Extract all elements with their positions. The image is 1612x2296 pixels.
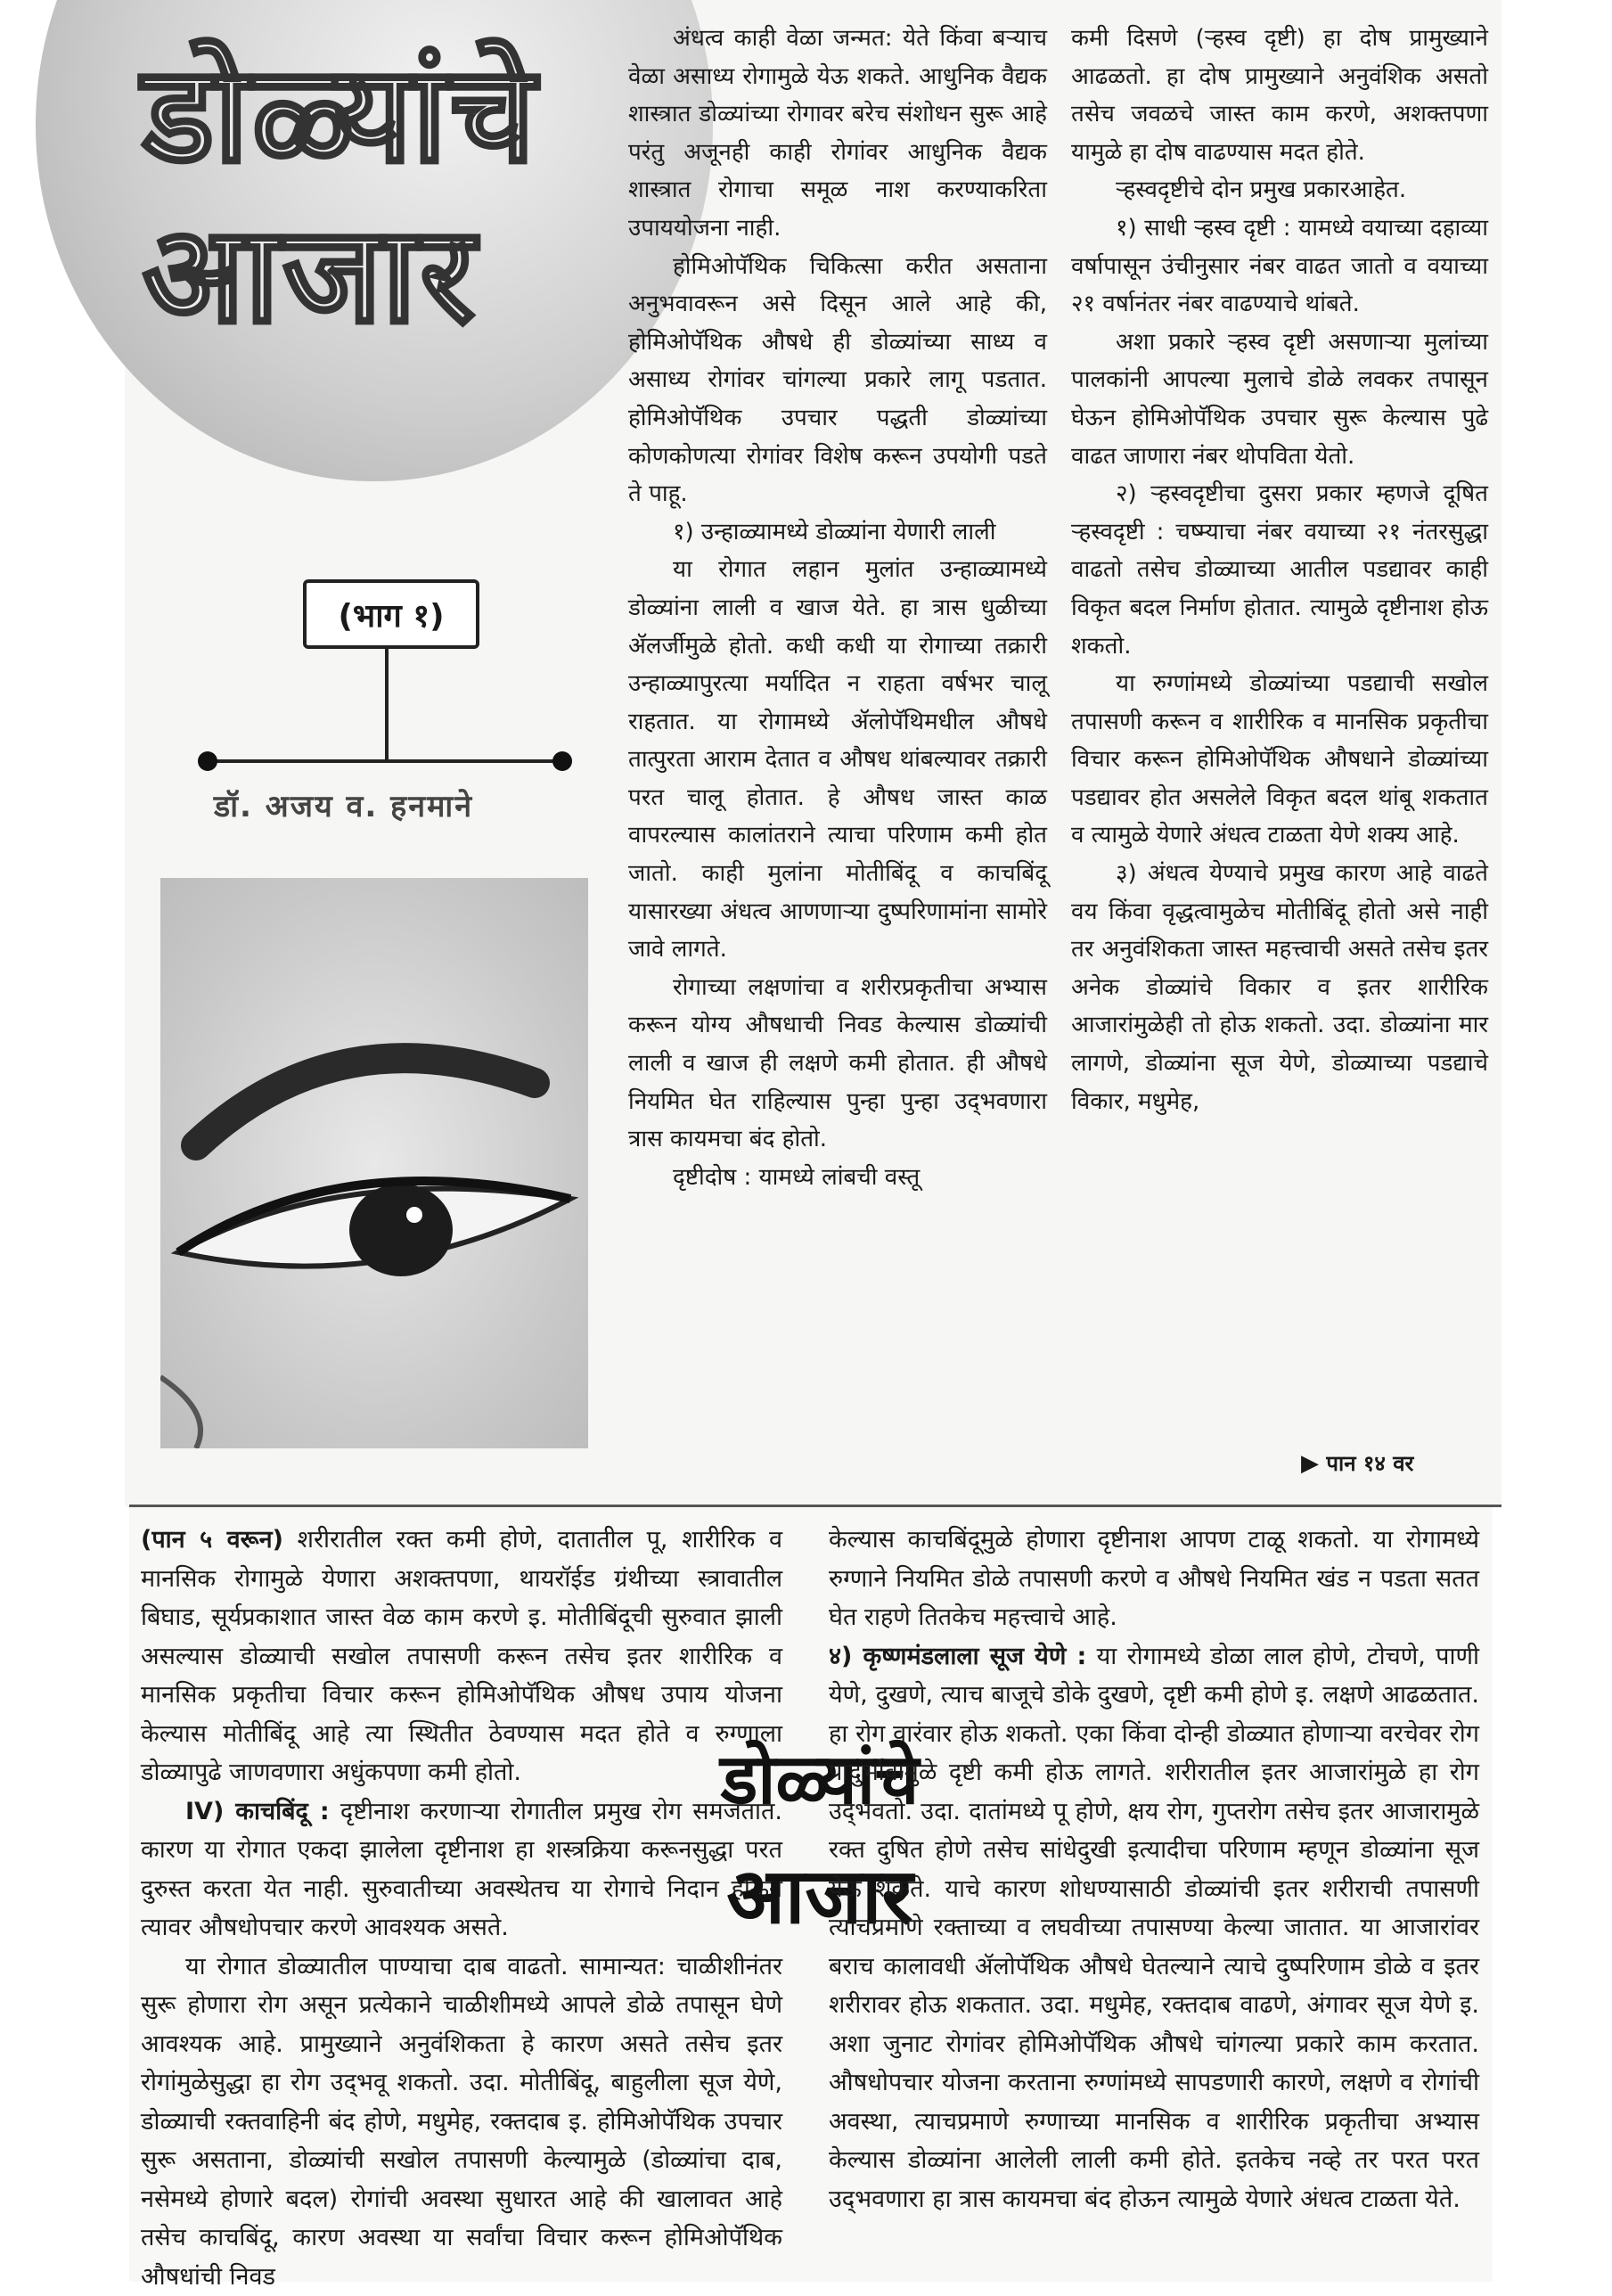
- part-label: (भाग १): [303, 579, 479, 649]
- byline-dot-left: [198, 751, 217, 771]
- paragraph: या रोगात डोळ्यातील पाण्याचा दाब वाढतो. सामान्यत: चाळीशीनंतर सुरू होणारा रोग असून प्रत्येकाने चाळीशीमध्ये आपले डोळे तपासून घेणे आवश्यक आहे. प्रामुख्याने अनुवंशिकता हे कारण असते तसेच इतर रोगांमुळेसुद्धा हा रोग उद्‌भवू शकतो. उदा. मोतीबिंदू, बाहुलीला सूज येणे, डोळ्याची रक्तवाहिनी बंद होणे, मधुमेह, रक्तदाब इ. होमिओपॅथिक उपचार सुरू असताना, डोळ्यांची सखोल तपासणी केल्यामुळे (डोळ्यांचा दाब, नसेमध्ये होणारे बदल) रोगांची अवस्था सुधारत आहे की खालावत आहे तसेच काचबिंदू, कारण अवस्था या सर्वांचा विचार करून होमिओपॅथिक औषधांची निवड: [141, 1948, 782, 2296]
- arrow-right-icon: ▶: [1301, 1450, 1319, 1477]
- section-label: ४) कृष्णमंडलाला सूज येणे :: [829, 1643, 1086, 1670]
- eye-illustration: [160, 878, 588, 1448]
- paragraph: या रुग्णांमध्ये डोळ्यांच्या पडद्याची सखोल तपासणी करून व शारीरिक व मानसिक प्रकृतीचा विचार करून होमिओपॅथिक औषधाने डोळ्यांच्या पडद्यावर होत असलेले विकृत बदल थांबू शकतात व त्यामुळे येणारे अंधत्व टाळता येणे शक्य आहे.: [1071, 665, 1488, 855]
- article-column-2: [628, 20, 1047, 1196]
- bottom-title-line2: आजार: [713, 1855, 927, 1939]
- paragraph: [141, 1521, 782, 1792]
- continued-note: [1301, 1448, 1413, 1478]
- paragraph-text: या रोगामध्ये डोळा लाल होणे, टोचणे, पाणी येणे, दुखणे, त्याच बाजूचे डोके दुखणे, दृष्टी कमी होणे इ. लक्षणे आढळतात. हा रोग वारंवार होऊ शकतो. एका किंवा दोन्ही डोळ्यात होणाऱ्या वरचेवर रोग प्रादुर्भावामुळे दृष्टी कमी होऊ लागते. शरीरातील इतर आजारांमुळे हा रोग उद्‌भवतो. उदा. दातांमध्ये पू होणे, क्षय रोग, गुप्तरोग तसेच इतर आजारामुळे रक्त दुषित होणे तसेच सांधेदुखी इत्यादीचा परिणाम म्हणून डोळ्यांना सूज येऊ शकते. याचे कारण शोधण्यासाठी डोळ्यांची इतर शरीराची तपासणी त्याचप्रमाणे रक्ताच्या व लघवीच्या तपासण्या केल्या जातात. या आजारांवर बराच कालावधी ॲलोपॅथिक औषधे घेतल्याने त्याचे दुष्परिणाम डोळे व इतर शरीरावर होऊ शकतात. उदा. मधुमेह, रक्तदाब वाढणे, अंगावर सूज येणे इ. अशा जुनाट रोगांवर होमिओपॅथिक औषधे चांगल्या प्रकारे काम करतात. औषधोपचार योजना करताना रुग्णांमध्ये सापडणारी कारणे, लक्षणे व रोगांची अवस्था, त्याचप्रमाणे रुग्णाच्या मानसिक व शारीरिक प्रकृतीचा अभ्यास केल्यास डोळ्यांना आलेली लाली कमी होते. इतकेच नव्हे तर परत परत उद्‌भवणारा हा त्रास कायमचा बंद होऊन त्यामुळे येणारे अंधत्व टाळता येते.: [829, 1643, 1479, 2213]
- paragraph: ३) अंधत्व येण्याचे प्रमुख कारण आहे वाढते वय किंवा वृद्धत्वामुळेच मोतीबिंदू होतो असे नाही तर अनुवंशिकता जास्त महत्त्वाची असते तसेच इतर अनेक डोळ्यांचे विकार व इतर शारीरिक आजारांमुळेही तो होऊ शकतो. उदा. डोळ्यांना मार लागणे, डोळ्यांना सूज येणे, डोळ्याच्या पडद्याचे विकार, मधुमेह,: [1071, 855, 1488, 1120]
- article-column-3: [1071, 20, 1488, 1120]
- continued-label: पान १४ वर: [1326, 1451, 1413, 1476]
- paragraph: अंधत्व काही वेळा जन्मत: येते किंवा बऱ्याच वेळा असाध्य रोगामुळे येऊ शकते. आधुनिक वैद्यक शास्त्रात डोळ्यांच्या रोगावर बरेच संशोधन सुरू आहे परंतु अजूनही काही रोगांवर आधुनिक वैद्यक शास्त्रात रोगाचा समूळ नाश करण्याकरिता उपाययोजना नाही.: [628, 20, 1047, 248]
- paragraph-text: दृष्टीनाश करणाऱ्या रोगातील प्रमुख रोग समजतात. कारण या रोगात एकदा झालेला दृष्टीनाश हा शस्त्रक्रिया करूनसुद्धा परत दुरुस्त करता येत नाही. सुरुवातीच्या अवस्थेतच या रोगाचे निदान होऊन त्यावर औषधोपचार करणे आवश्यक असते.: [141, 1798, 782, 1942]
- continued-column-left: [141, 1521, 782, 2296]
- paragraph: १) साधी ऱ्हस्व दृष्टी : यामध्ये वयाच्या दहाव्या वर्षापासून उंचीनुसार नंबर वाढत जातो व वयाच्या २१ वर्षानंतर नंबर वाढण्याचे थांबते.: [1071, 209, 1488, 324]
- paragraph: ऱ्हस्वदृष्टीचे दोन प्रमुख प्रकारआहेत.: [1071, 171, 1488, 209]
- clipping-divider: [129, 1505, 1502, 1507]
- paragraph: दृष्टीदोष : यामध्ये लांबची वस्तू: [628, 1159, 1047, 1197]
- article-title-line2: आजार: [143, 178, 479, 360]
- paragraph-text: शरीरातील रक्त कमी होणे, दातातील पू, शारीरिक व मानसिक रोगामुळे येणारा अशक्तपणा, थायरॉईड ग्रंथीच्या स्त्रावातील बिघाड, सूर्यप्रकाशात जास्त वेळ काम करणे इ. मोतीबिंदूची सुरुवात झाली असल्यास डोळ्याची सखोल तपासणी करून तसेच इतर शारीरिक व मानसिक प्रकृतीचा विचार करून होमिओपॅथिक औषध उपाय योजना केल्यास मोतीबिंदू आहे त्या स्थितीत ठेवण्यास मदत होते व रुग्णाला डोळ्यापुढे जाणवणारा अधुंकपणा कमी होतो.: [141, 1526, 782, 1786]
- paragraph: कमी दिसणे (ऱ्हस्व दृष्टी) हा दोष प्रामुख्याने आढळतो. हा दोष प्रामुख्याने अनुवंशिक असतो तसेच जवळचे जास्त काम करणे, अशक्तपणा यामुळे हा दोष वाढण्यास मदत होते.: [1071, 20, 1488, 171]
- byline-dot-right: [552, 751, 572, 771]
- article-title-line1: डोळ्यांचे: [143, 18, 539, 200]
- bottom-title-line1: डोळ्यांचे: [713, 1742, 927, 1819]
- paragraph: रोगाच्या लक्षणांचा व शरीरप्रकृतीचा अभ्यास करून योग्य औषधाची निवड केल्यास डोळ्यांची लाली व खाज ही लक्षणे कमी होतात. ही औषधे नियमित घेत राहिल्यास पुन्हा पुन्हा उद्‌भवणारा त्रास कायमचा बंद होतो.: [628, 969, 1047, 1159]
- paragraph: [141, 1792, 782, 1948]
- paragraph: केल्यास काचबिंदूमुळे होणारा दृष्टीनाश आपण टाळू शकतो. या रोगामध्ये रुग्णाने नियमित डोळे तपासणी करणे व औषधे नियमित खंड न पडता सतत घेत राहणे तितकेच महत्त्वाचे आहे.: [829, 1521, 1479, 1637]
- paragraph: अशा प्रकारे ऱ्हस्व दृष्टी असणाऱ्या मुलांच्या पालकांनी आपल्या मुलाचे डोळे लवकर तपासून घेऊन होमिओपॅथिक उपचार सुरू केल्यास पुढे वाढत जाणारा नंबर थोपविता येतो.: [1071, 324, 1488, 475]
- paragraph: या रोगात लहान मुलांत उन्हाळ्यामध्ये डोळ्यांना लाली व खाज येते. हा त्रास धुळीच्या ॲलर्जीमुळे होतो. कधी कधी या रोगाच्या तक्रारी उन्हाळ्यापुरत्या मर्यादित न राहता वर्षभर चालू राहतात. या रोगामध्ये ॲलोपॅथिमधील औषधे तात्पुरता आराम देतात व औषध थांबल्यावर तक्रारी परत चालू होतात. हे औषध जास्त काळ वापरल्यास कालांतराने त्याचा परिणाम कमी होत जातो. काही मुलांना मोतीबिंदू व काचबिंदू यासारख्या अंधत्व आणणाऱ्या दुष्परिणामांना सामोरे जावे लागते.: [628, 551, 1047, 969]
- continued-from-label: (पान ५ वरून): [141, 1526, 283, 1554]
- section-label: IV) काचबिंदू :: [185, 1798, 330, 1825]
- byline-rule: [207, 759, 563, 763]
- paragraph: [829, 1637, 1479, 2219]
- paragraph: २) ऱ्हस्वदृष्टीचा दुसरा प्रकार म्हणजे दूषित ऱ्हस्वदृष्टी : चष्म्याचा नंबर वयाच्या २१ नंतरसुद्धा वाढतो तसेच डोळ्याच्या आतील पडद्यावर काही विकृत बदल निर्माण होतात. त्यामुळे दृष्टीनाश होऊ शकतो.: [1071, 475, 1488, 665]
- eye-photo: [160, 878, 588, 1448]
- continued-column-right: [829, 1521, 1479, 2218]
- byline-connector: [385, 645, 389, 761]
- paragraph: होमिओपॅथिक चिकित्सा करीत असताना अनुभवावरून असे दिसून आले आहे की, होमिओपॅथिक औषधे ही डोळ्यांच्या साध्य व असाध्य रोगांवर चांगल्या प्रकारे लागू पडतात. होमिओपॅथिक उपचार पद्धती डोळ्यांच्या कोणकोणत्या रोगांवर विशेष करून उपयोगी पडते ते पाहू.: [628, 248, 1047, 513]
- subheading: १) उन्हाळ्यामध्ये डोळ्यांना येणारी लाली: [628, 513, 1047, 552]
- author-byline: डॉ. अजय व. हनमाने: [214, 784, 473, 825]
